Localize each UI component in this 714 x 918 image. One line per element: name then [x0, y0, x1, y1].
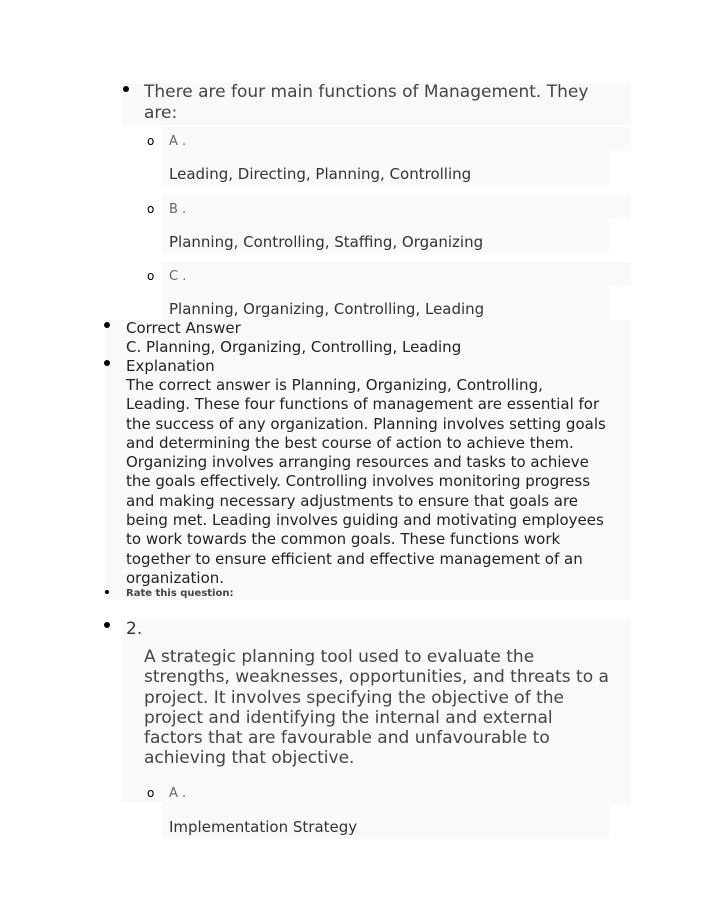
- explanation-line: and making necessary adjustments to ensure that goals are: [126, 491, 579, 510]
- option-c-label: C .: [169, 269, 187, 284]
- question-line: project. It involves specifying the objective of the: [144, 687, 564, 708]
- rate-question-label: Rate this question:: [126, 588, 234, 599]
- question-line: strengths, weaknesses, opportunities, and threats to a: [144, 667, 609, 688]
- explanation-heading: Explanation: [126, 357, 215, 375]
- explanation-line: and determining the best course of action to achieve them.: [126, 433, 574, 452]
- option-b-label-box[interactable]: [162, 195, 631, 219]
- option-a-label-box[interactable]: [162, 127, 631, 151]
- bullet: [123, 86, 129, 92]
- explanation-line: Organizing involves arranging resources and tasks to achieve: [126, 453, 589, 472]
- q2-option-a-label: A .: [169, 786, 187, 801]
- explanation-line: organization.: [126, 568, 225, 587]
- explanation-line: Leading. These four functions of management are essential for: [126, 395, 600, 414]
- sub-bullet: o: [147, 786, 155, 800]
- option-b-label: B .: [169, 202, 187, 217]
- correct-answer-value: C. Planning, Organizing, Controlling, Leading: [126, 338, 462, 356]
- question-1-text: [144, 82, 624, 124]
- explanation-line: being met. Leading involves guiding and motivating employees: [126, 511, 604, 530]
- option-c-text: Planning, Organizing, Controlling, Leading: [169, 300, 485, 318]
- explanation-line: together to ensure efficient and effective management of an: [126, 549, 583, 568]
- sub-bullet: o: [147, 202, 155, 216]
- option-c-label-box[interactable]: [162, 262, 631, 286]
- sub-bullet: o: [147, 269, 155, 283]
- q2-option-a-label-box[interactable]: [162, 780, 631, 804]
- question-line: A strategic planning tool used to evaluate the: [144, 647, 535, 667]
- question-line: factors that are favourable and unfavourable to: [144, 728, 550, 749]
- question-line: project and identifying the internal and external: [144, 707, 553, 728]
- question-2-number: 2.: [126, 619, 143, 639]
- question-text: There are four main functions of Management. They are:: [144, 82, 589, 123]
- option-a-label: A .: [169, 134, 187, 149]
- explanation-line: the success of any organization. Planning involves setting goals: [126, 414, 606, 433]
- option-b-text: Planning, Controlling, Staffing, Organizing: [169, 233, 484, 251]
- question-line: achieving that objective.: [144, 748, 355, 769]
- bullet: [104, 360, 110, 366]
- q2-option-a-text: Implementation Strategy: [169, 818, 358, 836]
- bullet: [104, 322, 110, 328]
- option-a-text: Leading, Directing, Planning, Controlling: [169, 165, 472, 183]
- bullet: [104, 622, 110, 628]
- sub-bullet: o: [147, 134, 155, 148]
- question-2-text: [144, 647, 630, 769]
- correct-answer-heading: Correct Answer: [126, 319, 241, 337]
- explanation-line: to work towards the common goals. These functions work: [126, 530, 561, 549]
- explanation-text: [126, 376, 632, 588]
- explanation-line: The correct answer is Planning, Organizing, Controlling,: [126, 376, 543, 394]
- explanation-line: the goals effectively. Controlling involves monitoring progress: [126, 472, 591, 491]
- bullet: [105, 590, 109, 594]
